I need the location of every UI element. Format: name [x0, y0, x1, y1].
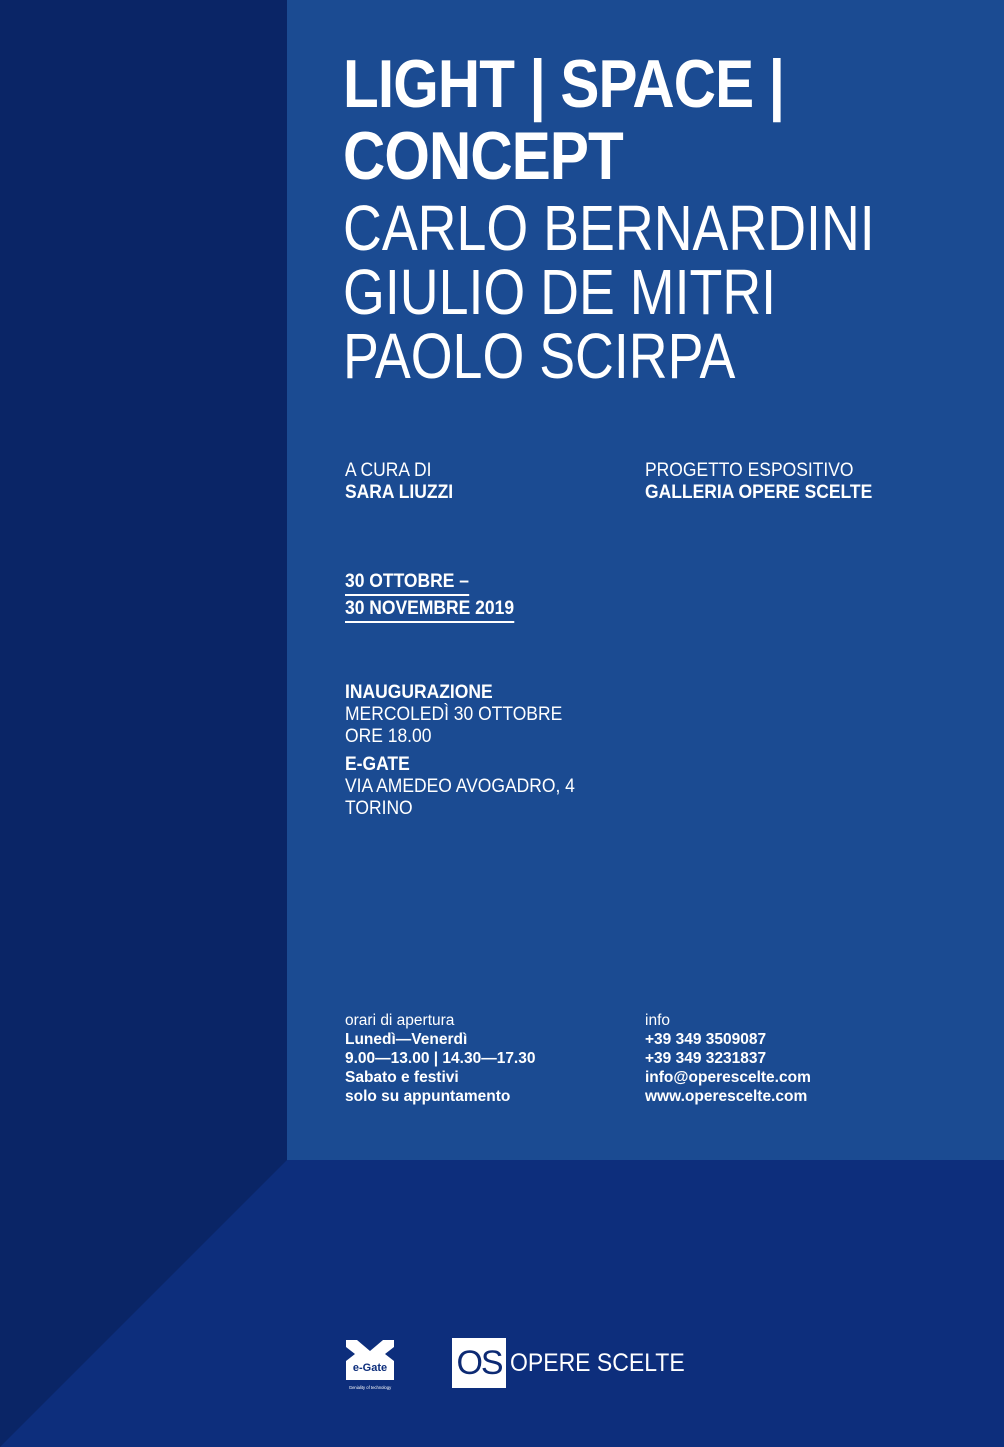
date-end: 30 NOVEMBRE 2019 [345, 596, 514, 623]
exhibition-title [343, 48, 784, 192]
hours-weekend: Sabato e festivi [345, 1069, 459, 1086]
hours-label: orari di apertura [345, 1012, 455, 1029]
artist-name: GIULIO DE MITRI [343, 256, 777, 328]
curator-name: SARA LIUZZI [345, 482, 454, 503]
egate-logo-icon [345, 1340, 395, 1395]
opening-block [345, 682, 575, 820]
opening-time: ORE 18.00 [345, 726, 432, 747]
opening-hours-block [345, 1011, 535, 1106]
artist-name: PAOLO SCIRPA [343, 320, 736, 392]
bottom-band [287, 1160, 1004, 1447]
opening-day: MERCOLEDÌ 30 OTTOBRE [345, 704, 563, 725]
egate-logo-text: e-Gate [352, 1362, 388, 1374]
exhibition-dates [345, 569, 514, 623]
os-mark: OS [452, 1338, 506, 1388]
title-line-1: LIGHT | SPACE | [343, 46, 785, 122]
info-block [645, 1011, 811, 1106]
website-link[interactable]: www.operescelte.com [645, 1088, 808, 1105]
artist-name: CARLO BERNARDINI [343, 192, 875, 264]
info-label: info [645, 1012, 670, 1029]
project-label: PROGETTO ESPOSITIVO [645, 460, 854, 481]
title-line-2: CONCEPT [343, 118, 623, 194]
venue-name: E-GATE [345, 754, 410, 775]
curator-block [345, 460, 453, 504]
date-start: 30 OTTOBRE – [345, 569, 469, 596]
curator-label: A CURA DI [345, 460, 432, 481]
venue-address: VIA AMEDEO AVOGADRO, 4 [345, 776, 575, 797]
artists-list [343, 192, 875, 392]
egate-tagline: Geniality of technology [348, 1385, 392, 1390]
os-logo-text: OPERE SCELTE [510, 1349, 685, 1377]
phone-2[interactable]: +39 349 3231837 [645, 1050, 767, 1067]
venue-city: TORINO [345, 798, 413, 819]
project-block [645, 460, 872, 504]
project-name: GALLERIA OPERE SCELTE [645, 482, 873, 503]
hours-days: Lunedì—Venerdì [345, 1031, 468, 1048]
email-link[interactable]: info@operescelte.com [645, 1069, 811, 1086]
hours-times: 9.00—13.00 | 14.30—17.30 [345, 1050, 536, 1067]
phone-1[interactable]: +39 349 3509087 [645, 1031, 767, 1048]
opening-label: INAUGURAZIONE [345, 682, 493, 703]
hours-appointment: solo su appuntamento [345, 1088, 511, 1105]
